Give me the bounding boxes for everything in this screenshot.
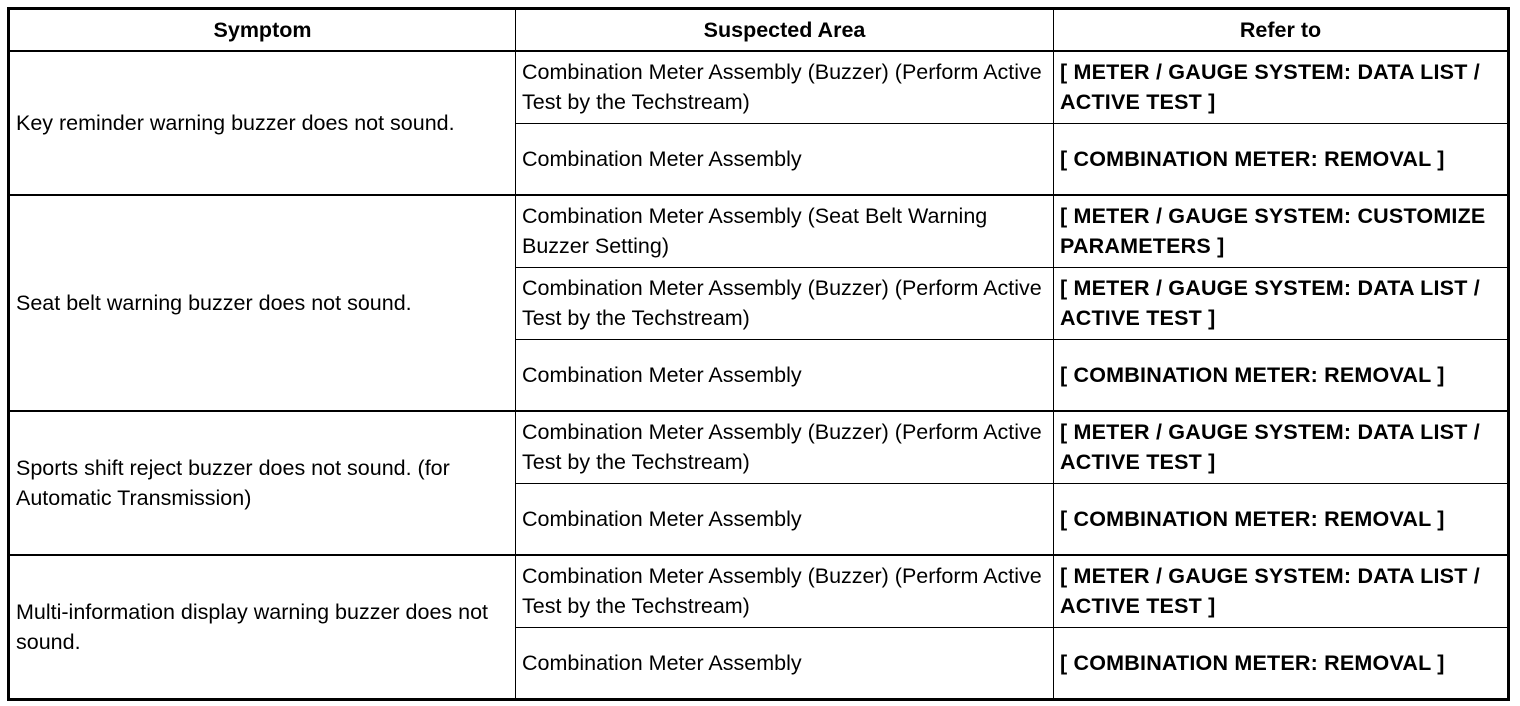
suspected-area-cell: Combination Meter Assembly bbox=[516, 627, 1054, 699]
suspected-area-cell: Combination Meter Assembly (Buzzer) (Perform Active Test by the Techstream) bbox=[516, 51, 1054, 123]
refer-to-link[interactable]: [ COMBINATION METER: REMOVAL ] bbox=[1054, 483, 1509, 555]
refer-to-link[interactable]: [ COMBINATION METER: REMOVAL ] bbox=[1054, 339, 1509, 411]
table-row bbox=[9, 555, 1509, 627]
refer-to-link[interactable]: [ METER / GAUGE SYSTEM: DATA LIST / ACTIVE TEST ] bbox=[1054, 411, 1509, 483]
refer-to-link[interactable]: [ METER / GAUGE SYSTEM: DATA LIST / ACTIVE TEST ] bbox=[1054, 51, 1509, 123]
refer-to-link[interactable]: [ METER / GAUGE SYSTEM: DATA LIST / ACTIVE TEST ] bbox=[1054, 267, 1509, 339]
table-row bbox=[9, 411, 1509, 483]
refer-to-link[interactable]: [ COMBINATION METER: REMOVAL ] bbox=[1054, 123, 1509, 195]
refer-to-link[interactable]: [ COMBINATION METER: REMOVAL ] bbox=[1054, 627, 1509, 699]
table-row bbox=[9, 51, 1509, 123]
symptom-cell: Sports shift reject buzzer does not sound. (for Automatic Transmission) bbox=[9, 411, 516, 555]
suspected-area-cell: Combination Meter Assembly bbox=[516, 339, 1054, 411]
refer-to-link[interactable]: [ METER / GAUGE SYSTEM: DATA LIST / ACTIVE TEST ] bbox=[1054, 555, 1509, 627]
symptom-cell: Multi-information display warning buzzer does not sound. bbox=[9, 555, 516, 699]
suspected-area-cell: Combination Meter Assembly (Buzzer) (Perform Active Test by the Techstream) bbox=[516, 411, 1054, 483]
problem-symptoms-table bbox=[7, 7, 1510, 701]
suspected-area-cell: Combination Meter Assembly bbox=[516, 483, 1054, 555]
suspected-area-cell: Combination Meter Assembly bbox=[516, 123, 1054, 195]
suspected-area-cell: Combination Meter Assembly (Seat Belt Warning Buzzer Setting) bbox=[516, 195, 1054, 267]
refer-to-link[interactable]: [ METER / GAUGE SYSTEM: CUSTOMIZE PARAMETERS ] bbox=[1054, 195, 1509, 267]
header-row bbox=[9, 9, 1509, 52]
suspected-area-cell: Combination Meter Assembly (Buzzer) (Perform Active Test by the Techstream) bbox=[516, 267, 1054, 339]
symptom-cell: Key reminder warning buzzer does not sound. bbox=[9, 51, 516, 195]
suspected-area-cell: Combination Meter Assembly (Buzzer) (Perform Active Test by the Techstream) bbox=[516, 555, 1054, 627]
header-symptom: Symptom bbox=[9, 9, 516, 52]
header-suspected-area: Suspected Area bbox=[516, 9, 1054, 52]
table-row bbox=[9, 195, 1509, 267]
symptom-cell: Seat belt warning buzzer does not sound. bbox=[9, 195, 516, 411]
header-refer-to: Refer to bbox=[1054, 9, 1509, 52]
